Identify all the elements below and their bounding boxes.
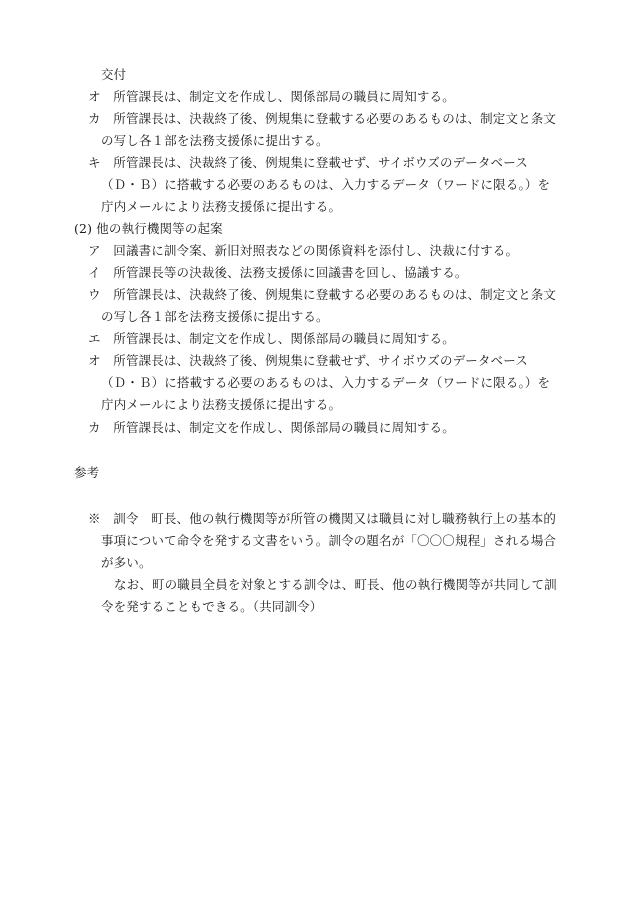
text-line-5: キ 所管課長は、決裁終了後、例規集に登載せず、サイボウズのデータベース xyxy=(88,155,528,170)
note-line-1: ※ 訓令 町長、他の執行機関等が所管の機関又は職員に対し職務執行上の基本的 xyxy=(88,511,557,526)
text-line-10: イ 所管課長等の決裁後、法務支援係に回議書を回し、協議する。 xyxy=(88,265,468,280)
reference-heading: 参考 xyxy=(74,465,100,480)
note-line-3: が多い。 xyxy=(101,555,152,570)
text-line-15: （Ｄ・Ｂ）に搭載する必要のあるものは、入力するデータ（ワードに限る。）を xyxy=(101,375,551,390)
text-line-1: 交付 xyxy=(101,67,127,82)
text-line-2: オ 所管課長は、制定文を作成し、関係部局の職員に周知する。 xyxy=(88,89,455,104)
note-line-2: 事項について命令を発する文書をいう。訓令の題名が「〇〇〇規程」される場合 xyxy=(101,533,557,548)
text-line-3: カ 所管課長は、決裁終了後、例規集に登載する必要のあるものは、制定文と条文 xyxy=(88,111,557,126)
note-line-5: 令を発することもできる。（共同訓令） xyxy=(101,599,323,614)
text-line-13: エ 所管課長は、制定文を作成し、関係部局の職員に周知する。 xyxy=(88,331,455,346)
text-line-9: ア 回議書に訓令案、新旧対照表などの関係資料を添付し、決裁に付する。 xyxy=(88,243,519,258)
text-line-4: の写し各１部を法務支援係に提出する。 xyxy=(101,133,329,148)
text-line-17: カ 所管課長は、制定文を作成し、関係部局の職員に周知する。 xyxy=(88,420,455,435)
section-heading: (2) 他の執行機関等の起案 xyxy=(74,221,223,236)
note-line-4: なお、町の職員全員を対象とする訓令は、町長、他の執行機関等が共同して訓 xyxy=(114,577,557,592)
text-line-16: 庁内メールにより法務支援係に提出する。 xyxy=(101,397,342,412)
text-line-7: 庁内メールにより法務支援係に提出する。 xyxy=(101,199,342,214)
text-line-6: （Ｄ・Ｂ）に搭載する必要のあるものは、入力するデータ（ワードに限る。）を xyxy=(101,177,551,192)
text-line-12: の写し各１部を法務支援係に提出する。 xyxy=(101,309,329,324)
text-line-11: ウ 所管課長は、決裁終了後、例規集に登載する必要のあるものは、制定文と条文 xyxy=(88,287,557,302)
text-line-14: オ 所管課長は、決裁終了後、例規集に登載せず、サイボウズのデータベース xyxy=(88,353,528,368)
